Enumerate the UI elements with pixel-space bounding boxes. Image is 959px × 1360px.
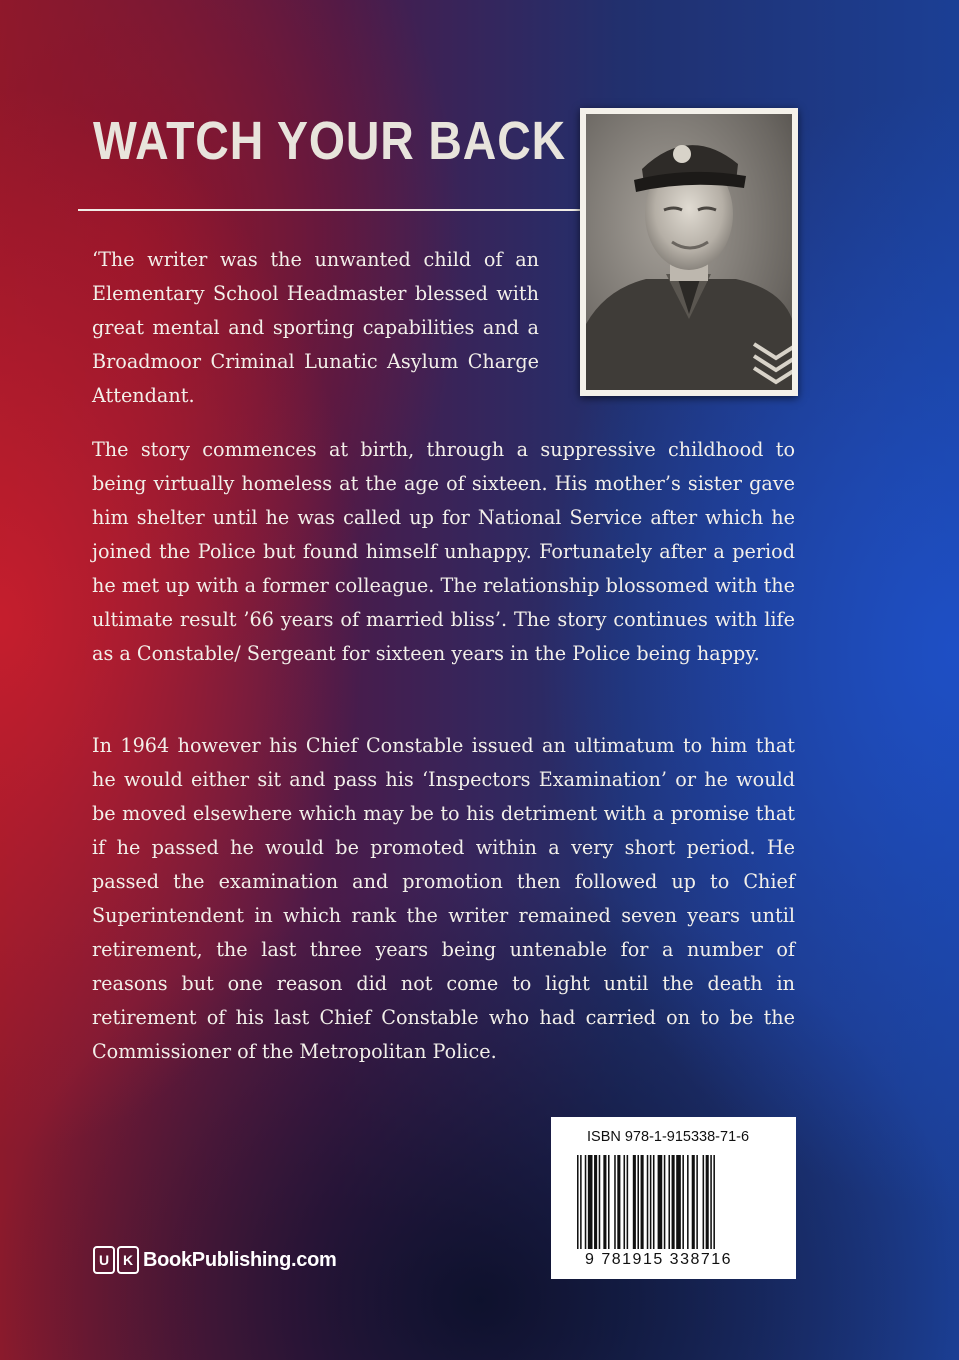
soldier-portrait-image <box>586 114 792 390</box>
logo-letter-u: U <box>93 1246 115 1274</box>
blurb-paragraph-3: In 1964 however his Chief Constable issued an ultimatum to him that he would either sit and pass his ‘Inspectors Examination’ or he would be moved elsewhere which may be to his detriment with a promise that if he passed he would be promoted within a very short period. He passed the examination and promotion then followed up to Chief Superintendent in which rank the writer remained seven years until retirement, the last three years being untenable for a number of reasons but one reason did not come to light until the death in retirement of his last Chief Constable who had carried on to be the Commissioner of the Metropolitan Police. <box>92 734 795 1063</box>
uk-logo-icon <box>93 1246 139 1274</box>
author-photo <box>586 114 792 390</box>
isbn-barcode-panel <box>551 1117 796 1279</box>
publisher-name: BookPublishing.com <box>143 1248 337 1271</box>
author-photo-frame <box>580 108 798 396</box>
barcode-digits: 9 781915 338716 <box>585 1251 733 1268</box>
blurb-paragraph-1: ‘The writer was the unwanted child of an Elementary School Headmaster blessed with great mental and sporting capabilities and a Broadmoor Criminal Lunatic Asylum Charge Attendant. <box>92 248 539 407</box>
isbn-label: ISBN 978-1-915338-71-6 <box>587 1129 750 1145</box>
logo-letter-k: K <box>117 1246 139 1274</box>
barcode-image <box>577 1155 773 1249</box>
publisher-logo <box>93 1244 337 1276</box>
title-divider <box>78 209 580 211</box>
blurb-paragraph-2: The story commences at birth, through a suppressive childhood to being virtually homeless at the age of sixteen. His mother’s sister gave him shelter until he was called up for National Service after which he joined the Police but found himself unhappy. Fortunately after a period he met up with a former colleague. The relationship blossomed with the ultimate result ’66 years of married bliss’. The story continues with life as a Constable/ Sergeant for sixteen years in the Police being happy. <box>92 438 795 665</box>
book-title: WATCH YOUR BACK <box>93 111 566 171</box>
